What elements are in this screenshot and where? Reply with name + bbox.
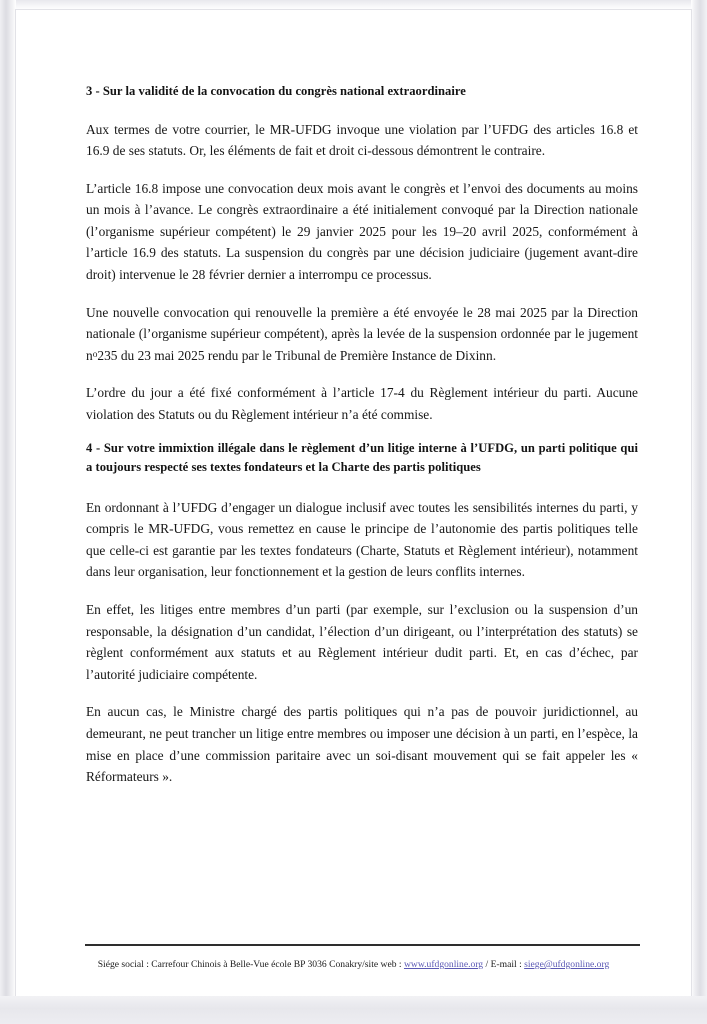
spacer xyxy=(86,286,638,302)
sheet-top-edge xyxy=(16,0,691,10)
spacer xyxy=(86,478,638,497)
footer-divider xyxy=(85,944,640,946)
paragraph-5: En ordonnant à l’UFDG d’engager un dialogue inclusif avec toutes les sensibilités internes du parti, y compris le MR-UFDG, vous remettez en cause le principe de l’autonomie des partis politiques telle que celle-ci est garantie par les textes fondateurs (Charte, Statuts et Règlement intérieur), notamment dans leur organisation, leur fonctionnement et la gestion de leurs conflits internes. xyxy=(86,499,638,580)
document-page xyxy=(16,10,691,996)
paragraph-3-text-after-ordinal: 235 du 23 mai 2025 rendu par le Tribunal de Première Instance de Dixinn. xyxy=(97,347,497,363)
spacer xyxy=(86,102,638,119)
spacer xyxy=(86,426,638,439)
paragraph-2: L’article 16.8 impose une convocation deux mois avant le congrès et l’envoi des documents au moins un mois à l’avance. Le congrès extraordinaire a été initialement convoqué par la Direction nationale (l’organisme supérieur compétent) le 29 janvier 2025 pour les 19–20 avril 2025, conformément à l’article 16.9 des statuts. La suspension du congrès par une décision judiciaire (jugement avant-dire droit) intervenue le 28 février dernier a interrompu ce processus. xyxy=(86,180,638,283)
paragraph-3-text-before-ordinal: Une nouvelle convocation qui renouvelle la première a été envoyée le 28 mai 2025 par la Direction nationale (l’organisme supérieur compétent), après la levée de la suspension ordonnée par le jugement n xyxy=(86,304,638,363)
paragraph-1: Aux termes de votre courrier, le MR-UFDG invoque une violation par l’UFDG des articles 16.8 et 16.9 de ses statuts. Or, les éléments de fait et droit ci-dessous démontrent le contraire. xyxy=(86,121,638,159)
paragraph-4: L’ordre du jour a été fixé conformément à l’article 17-4 du Règlement intérieur du parti. Aucune violation des Statuts ou du Règlement intérieur n’a été commise. xyxy=(86,385,638,423)
footer-email-link[interactable]: siege@ufdgonline.org xyxy=(524,959,610,970)
spacer xyxy=(86,162,638,178)
paragraph-3 xyxy=(86,302,638,367)
paragraph-7: En aucun cas, le Ministre chargé des partis politiques qui n’a pas de pouvoir juridictionnel, au demeurant, ne peut trancher un litige entre membres ou imposer une décision à un parti, en l’espèce, la mise en place d’une commission paritaire avec un soi-disant mouvement qui se fait appeler les « Réformateurs ». xyxy=(86,704,638,785)
paragraph-6: En effet, les litiges entre membres d’un parti (par exemple, sur l’exclusion ou la suspension d’un responsable, la désignation d’un candidat, l’élection d’un dirigeant, ou l’interprétation des statuts) se règlent conformément aux statuts et au Règlement intérieur dudit parti. Et, en cas d’échec, par l’autorité judiciaire compétente. xyxy=(86,602,638,682)
spacer xyxy=(86,583,638,599)
sheet-bottom-edge xyxy=(0,996,707,1024)
footer-address-text: Siége social : Carrefour Chinois à Belle-Vue école BP 3036 Conakry/site web : xyxy=(97,959,404,970)
section-heading-3: 3 - Sur la validité de la convocation du congrès national extraordinaire xyxy=(86,84,466,98)
document-body xyxy=(86,82,638,788)
footer-separator-text: / E-mail : xyxy=(483,959,525,970)
footer-contact-line xyxy=(16,958,691,972)
ordinal-indicator: o xyxy=(92,349,98,360)
spacer xyxy=(86,366,638,382)
section-heading-4: 4 - Sur votre immixtion illégale dans le règlement d’un litige interne à l’UFDG, un parti politique qui a toujours respecté ses textes fondateurs et la Charte des partis politiques xyxy=(86,440,638,475)
spacer xyxy=(86,685,638,701)
footer-website-link[interactable]: www.ufdgonline.org xyxy=(403,959,484,970)
